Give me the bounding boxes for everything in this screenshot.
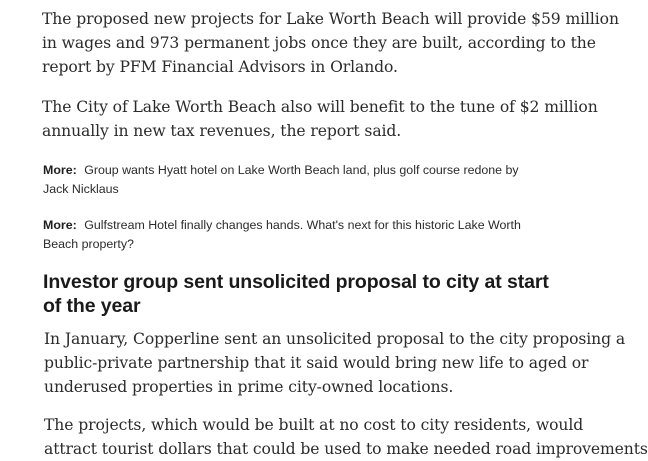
text-line: in wages and 973 permanent jobs once they are built, according to the [42,34,596,52]
heading-line: Investor group sent unsolicited proposal to city at start [43,271,549,293]
more-link-hyatt[interactable] [43,161,519,199]
paragraph-copperline-proposal [44,327,625,399]
text-line: annually in new tax revenues, the report said. [42,122,402,140]
text-line: underused properties in prime city-owned locations. [44,378,454,396]
text-line: attract tourist dollars that could be used to make needed road improvements [44,440,648,458]
text-line: In January, Copperline sent an unsolicited proposal to the city proposing a [44,330,626,348]
text-line: public-private partnership that it said would bring new life to aged or [44,354,589,372]
text-line: The projects, which would be built at no cost to city residents, would [44,416,584,434]
paragraph-wages-jobs [42,7,619,79]
heading-line: of the year [43,295,141,317]
section-heading [43,270,549,318]
more-link-text[interactable]: Beach property? [43,237,134,251]
more-link-text[interactable]: Group wants Hyatt hotel on Lake Worth Beach land, plus golf course redone by [84,163,519,177]
text-line: The City of Lake Worth Beach also will benefit to the tune of $2 million [42,98,598,116]
more-link-text[interactable]: Gulfstream Hotel finally changes hands. What's next for this historic Lake Worth [84,218,521,232]
more-link-gulfstream[interactable] [43,216,521,254]
text-line: report by PFM Financial Advisors in Orlando. [42,58,398,76]
text-line: The proposed new projects for Lake Worth Beach will provide $59 million [42,10,619,28]
paragraph-no-cost [44,413,648,461]
more-label: More: [43,218,77,232]
more-link-text[interactable]: Jack Nicklaus [43,182,119,196]
more-label: More: [43,163,77,177]
paragraph-tax-revenues [42,95,598,143]
